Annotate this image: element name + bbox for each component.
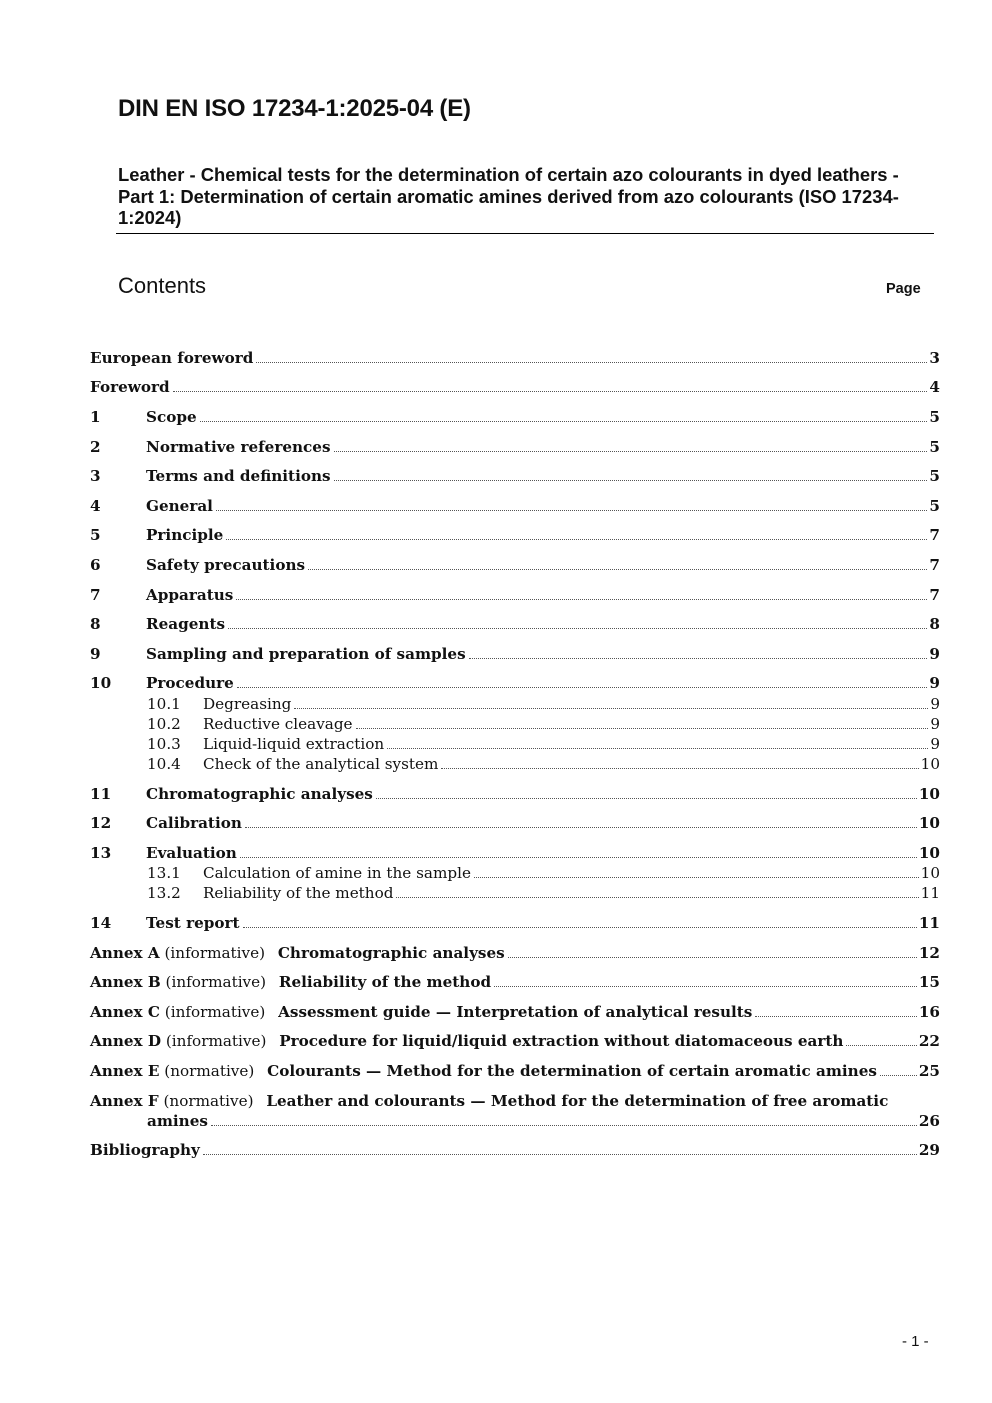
toc-number: 10.3	[147, 735, 181, 753]
toc-entry-11[interactable]	[90, 781, 940, 803]
toc-title: Terms and definitions	[146, 467, 331, 485]
toc-page: 29	[918, 1141, 940, 1159]
toc-entry-foreword[interactable]	[90, 374, 940, 396]
toc-entry-4[interactable]	[90, 493, 940, 515]
toc-leader	[237, 687, 928, 688]
toc-leader	[880, 1075, 917, 1076]
toc-page: 5	[929, 408, 940, 426]
contents-heading: Contents	[118, 273, 207, 298]
toc-title: Scope	[146, 408, 197, 426]
toc-entry-annex-b[interactable]	[90, 969, 940, 991]
toc-entry-13-2[interactable]	[147, 880, 940, 902]
toc-entry-annex-c[interactable]	[90, 999, 940, 1021]
annex-heading	[90, 944, 505, 962]
toc-page: 5	[929, 467, 940, 485]
toc-title: Colourants — Method for the determination of certain aromatic amines	[267, 1062, 877, 1080]
toc-title: Procedure	[146, 674, 234, 692]
toc-leader	[441, 768, 918, 769]
document-subtitle: Leather - Chemical tests for the determination of certain azo colourants in dyed leathers - Part 1: Determination of certain aromatic amines derived from azo colourants (ISO 17234-1:2024)	[118, 164, 899, 228]
toc-entry-2[interactable]	[90, 434, 940, 456]
toc-page: 11	[918, 914, 940, 932]
annex-label: Annex C	[90, 1003, 160, 1021]
toc-leader	[356, 728, 929, 729]
toc-leader	[846, 1045, 916, 1046]
toc-entry-1[interactable]	[90, 404, 940, 426]
toc-number: 12	[90, 814, 112, 832]
toc-leader	[216, 510, 927, 511]
toc-title: Calculation of amine in the sample	[203, 864, 471, 882]
annex-kind: (informative)	[165, 1032, 267, 1050]
toc-number: 10	[90, 674, 112, 692]
toc-page: 3	[929, 349, 940, 367]
toc-entry-bibliography[interactable]	[90, 1137, 940, 1159]
toc-number: 4	[90, 497, 101, 515]
toc-title: Degreasing	[203, 695, 292, 713]
toc-leader	[203, 1154, 917, 1155]
toc-title: Reliability of the method	[278, 973, 492, 991]
toc-leader	[308, 569, 927, 570]
toc-title: Reliability of the method	[203, 884, 394, 902]
toc-leader	[236, 599, 927, 600]
toc-entry-6[interactable]	[90, 552, 940, 574]
toc-number: 10.1	[147, 695, 181, 713]
toc-title: Calibration	[146, 814, 242, 832]
toc-entry-13[interactable]	[90, 840, 940, 862]
toc-leader	[245, 827, 917, 828]
toc-leader	[334, 480, 928, 481]
toc-title: Evaluation	[146, 844, 237, 862]
toc-title: Assessment guide — Interpretation of analytical results	[278, 1003, 753, 1021]
toc-leader	[387, 748, 928, 749]
toc-number: 3	[90, 467, 101, 485]
annex-kind: (informative)	[164, 944, 265, 962]
toc-page: 9	[929, 645, 940, 663]
annex-label: Annex D	[90, 1032, 162, 1050]
toc-page: 7	[929, 526, 940, 544]
toc-entry-13-1[interactable]	[147, 860, 940, 882]
annex-heading	[90, 1032, 843, 1050]
toc-number: 7	[90, 586, 101, 604]
toc-title: Normative references	[146, 438, 331, 456]
toc-title: Reagents	[146, 615, 226, 633]
toc-title: Check of the analytical system	[203, 755, 439, 773]
toc-leader	[396, 897, 918, 898]
toc-leader	[494, 986, 917, 987]
toc-entry-annex-f[interactable]	[90, 1088, 940, 1110]
toc-page: 7	[929, 556, 940, 574]
toc-page: 10	[918, 814, 940, 832]
toc-page: 9	[929, 674, 940, 692]
toc-entry-5[interactable]	[90, 522, 940, 544]
toc-page: 12	[918, 944, 940, 962]
annex-label: Annex F	[90, 1092, 159, 1110]
toc-leader	[256, 362, 927, 363]
toc-entry-annex-e[interactable]	[90, 1058, 940, 1080]
toc-number: 10.2	[147, 715, 181, 733]
toc-entry-annex-f-cont[interactable]	[147, 1108, 940, 1130]
toc-page: 4	[929, 378, 940, 396]
toc-leader	[228, 628, 927, 629]
annex-kind: (normative)	[163, 1092, 254, 1110]
toc-title: Apparatus	[146, 586, 234, 604]
toc-entry-12[interactable]	[90, 810, 940, 832]
toc-title: Liquid-liquid extraction	[203, 735, 385, 753]
annex-kind: (informative)	[165, 973, 267, 991]
toc-leader	[469, 658, 928, 659]
document-title: DIN EN ISO 17234-1:2025-04 (E)	[118, 95, 471, 122]
toc-title-line2: amines	[147, 1112, 208, 1130]
toc-title: Chromatographic analyses	[146, 785, 373, 803]
toc-title: Safety precautions	[146, 556, 306, 574]
toc-title: Foreword	[90, 378, 170, 396]
toc-entry-10-2[interactable]	[147, 711, 940, 733]
toc-page: 25	[918, 1062, 940, 1080]
toc-leader	[226, 539, 927, 540]
toc-number: 9	[90, 645, 101, 663]
toc-page: 10	[918, 844, 940, 862]
toc-title: Sampling and preparation of samples	[146, 645, 466, 663]
toc-number: 6	[90, 556, 101, 574]
toc-title: Procedure for liquid/liquid extraction without diatomaceous earth	[279, 1032, 844, 1050]
toc-number: 14	[90, 914, 112, 932]
toc-page: 5	[929, 438, 940, 456]
annex-kind: (informative)	[164, 1003, 266, 1021]
toc-page: 7	[929, 586, 940, 604]
toc-leader	[240, 857, 917, 858]
toc-page: 10	[920, 755, 940, 773]
toc-entry-annex-d[interactable]	[90, 1028, 940, 1050]
page-column-heading: Page	[886, 281, 921, 297]
toc-page: 16	[918, 1003, 940, 1021]
annex-kind: (normative)	[164, 1062, 255, 1080]
toc-page: 15	[918, 973, 940, 991]
footer-page-number: - 1 -	[902, 1333, 929, 1350]
toc-number: 10.4	[147, 755, 181, 773]
toc-title: Reductive cleavage	[203, 715, 353, 733]
toc-entry-8[interactable]	[90, 611, 940, 633]
toc-page: 5	[929, 497, 940, 515]
toc-number: 5	[90, 526, 101, 544]
annex-heading	[90, 973, 491, 991]
toc-page: 10	[918, 785, 940, 803]
toc-number: 13.2	[147, 884, 181, 902]
toc-entry-14[interactable]	[90, 910, 940, 932]
toc-number: 11	[90, 785, 112, 803]
toc-entry-10-3[interactable]	[147, 731, 940, 753]
toc-leader	[474, 877, 919, 878]
toc-entry-7[interactable]	[90, 582, 940, 604]
annex-label: Annex A	[90, 944, 160, 962]
toc-page: 9	[930, 695, 940, 713]
toc-leader	[508, 957, 917, 958]
toc-title: European foreword	[90, 349, 254, 367]
toc-title: Chromatographic analyses	[277, 944, 505, 962]
annex-label: Annex B	[90, 973, 161, 991]
annex-label: Annex E	[90, 1062, 160, 1080]
toc-entry-3[interactable]	[90, 463, 940, 485]
title-divider	[116, 233, 934, 234]
toc-entry-9[interactable]	[90, 641, 940, 663]
toc-number: 2	[90, 438, 101, 456]
toc-number: 8	[90, 615, 101, 633]
toc-page: 11	[920, 884, 940, 902]
toc-leader	[243, 927, 917, 928]
annex-heading	[90, 1003, 752, 1021]
toc-entry-european-foreword[interactable]	[90, 345, 940, 367]
toc-number: 1	[90, 408, 101, 426]
toc-page: 8	[929, 615, 940, 633]
toc-title: Test report	[146, 914, 240, 932]
toc-page: 9	[930, 735, 940, 753]
toc-leader	[376, 798, 917, 799]
toc-leader	[173, 391, 928, 392]
toc-leader	[211, 1125, 917, 1126]
toc-number: 13.1	[147, 864, 181, 882]
toc-page: 9	[930, 715, 940, 733]
toc-entry-annex-a[interactable]	[90, 940, 940, 962]
toc-number: 13	[90, 844, 112, 862]
toc-page: 26	[918, 1112, 940, 1130]
toc-entry-10-4[interactable]	[147, 751, 940, 773]
toc-entry-10[interactable]	[90, 670, 940, 692]
toc-leader	[294, 708, 928, 709]
annex-heading	[90, 1062, 877, 1080]
toc-page: 22	[918, 1032, 940, 1050]
toc-page: 10	[920, 864, 940, 882]
toc-title: General	[146, 497, 213, 515]
toc-title-line1: Leather and colourants — Method for the determination of free aromatic	[266, 1092, 889, 1110]
toc-entry-10-1[interactable]	[147, 691, 940, 713]
toc-leader	[755, 1016, 917, 1017]
toc-leader	[200, 421, 928, 422]
toc-title: Principle	[146, 526, 224, 544]
toc-leader	[334, 451, 928, 452]
toc-title: Bibliography	[90, 1141, 200, 1159]
